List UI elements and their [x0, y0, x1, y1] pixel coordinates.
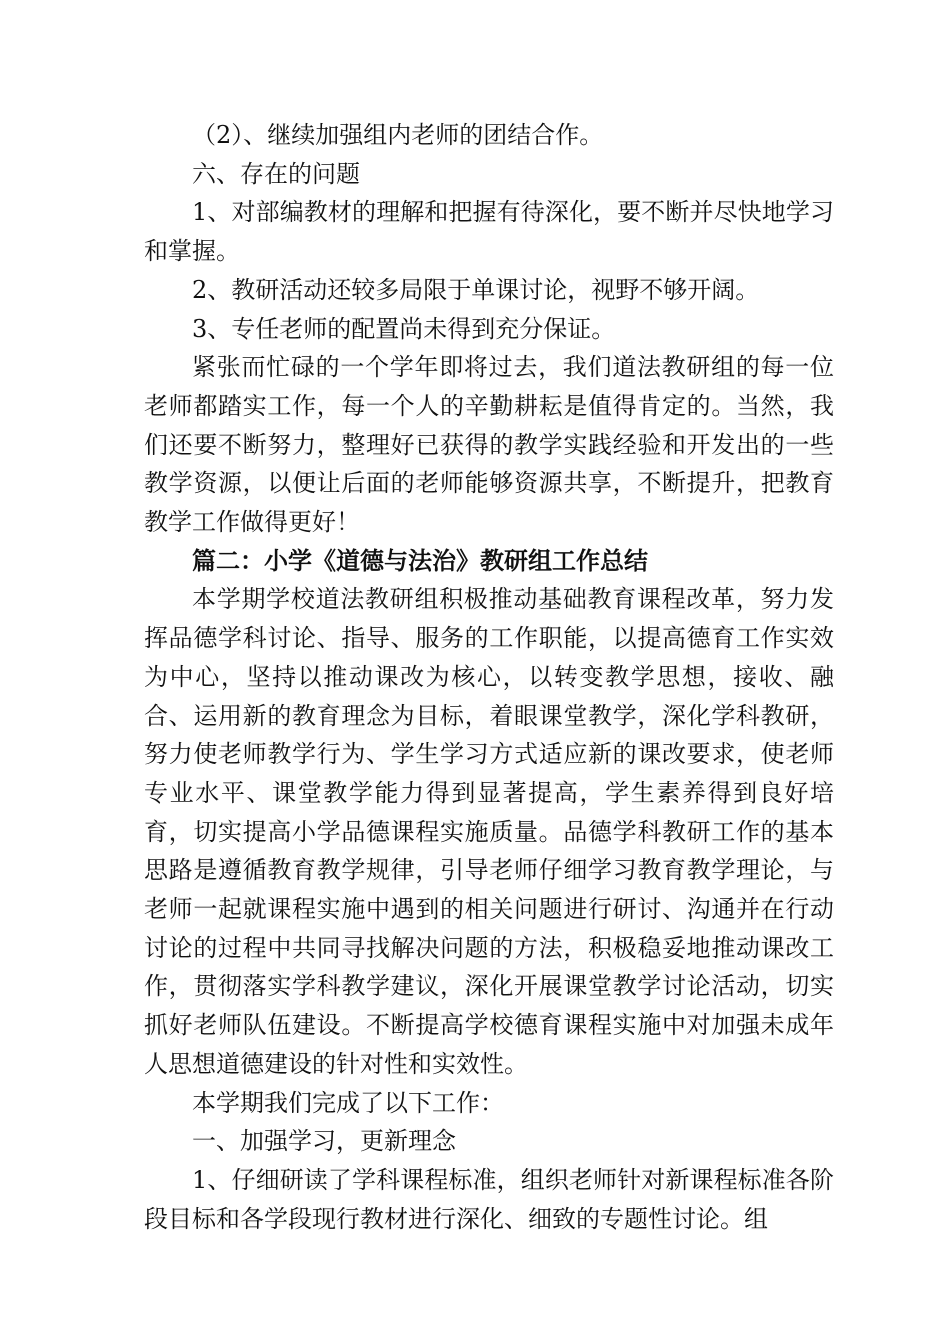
paragraph-work-completed: 本学期我们完成了以下工作：	[192, 1088, 504, 1117]
section-heading-existing-problems: 六、存在的问题	[192, 159, 360, 188]
paragraph-item-2-unity: （2）、继续加强组内老师的团结合作。	[192, 121, 604, 149]
paragraph-study-standards: 1、仔细研读了学科课程标准，组织老师针对新课程标准各阶段目标和各学段现行教材进行深化、细致的专题性讨论。组	[144, 1165, 834, 1233]
paragraph-problem-2: 2、教研活动还较多局限于单课讨论，视野不够开阔。	[192, 275, 760, 304]
document-body	[144, 116, 834, 1238]
article-title-part-two: 篇二：小学《道德与法治》教研组工作总结	[192, 545, 648, 575]
paragraph-introduction: 本学期学校道法教研组积极推动基础教育课程改革，努力发挥品德学科讨论、指导、服务的工作职能，以提高德育工作实效为中心，坚持以推动课改为核心，以转变教学思想，接收、融合、运用新的教育理念为目标，着眼课堂教学，深化学科教研，努力使老师教学行为、学生学习方式适应新的课改要求，使老师专业水平、课堂教学能力得到显著提高，学生素养得到良好培育，切实提高小学品德课程实施质量。品德学科教研工作的基本思路是遵循教育教学规律，引导老师仔细学习教育教学理论，与老师一起就课程实施中遇到的相关问题进行研讨、沟通并在行动讨论的过程中共同寻找解决问题的方法，积极稳妥地推动课改工作，贯彻落实学科教学建议，深化开展课堂教学讨论活动，切实抓好老师队伍建设。不断提高学校德育课程实施中对加强未成年人思想道德建设的针对性和实效性。	[144, 585, 834, 1078]
paragraph-problem-1: 1、对部编教材的理解和把握有待深化，要不断并尽快地学习和掌握。	[144, 198, 834, 266]
paragraph-problem-3: 3、专任老师的配置尚未得到充分保证。	[192, 314, 616, 343]
paragraph-conclusion: 紧张而忙碌的一个学年即将过去，我们道法教研组的每一位老师都踏实工作，每一个人的辛勤耕耘是值得肯定的。当然，我们还要不断努力，整理好已获得的教学实践经验和开发出的一些教学资源，以便让后面的老师能够资源共享，不断提升，把教育教学工作做得更好！	[144, 353, 834, 537]
section-heading-strengthen-learning: 一、加强学习，更新理念	[192, 1127, 456, 1156]
